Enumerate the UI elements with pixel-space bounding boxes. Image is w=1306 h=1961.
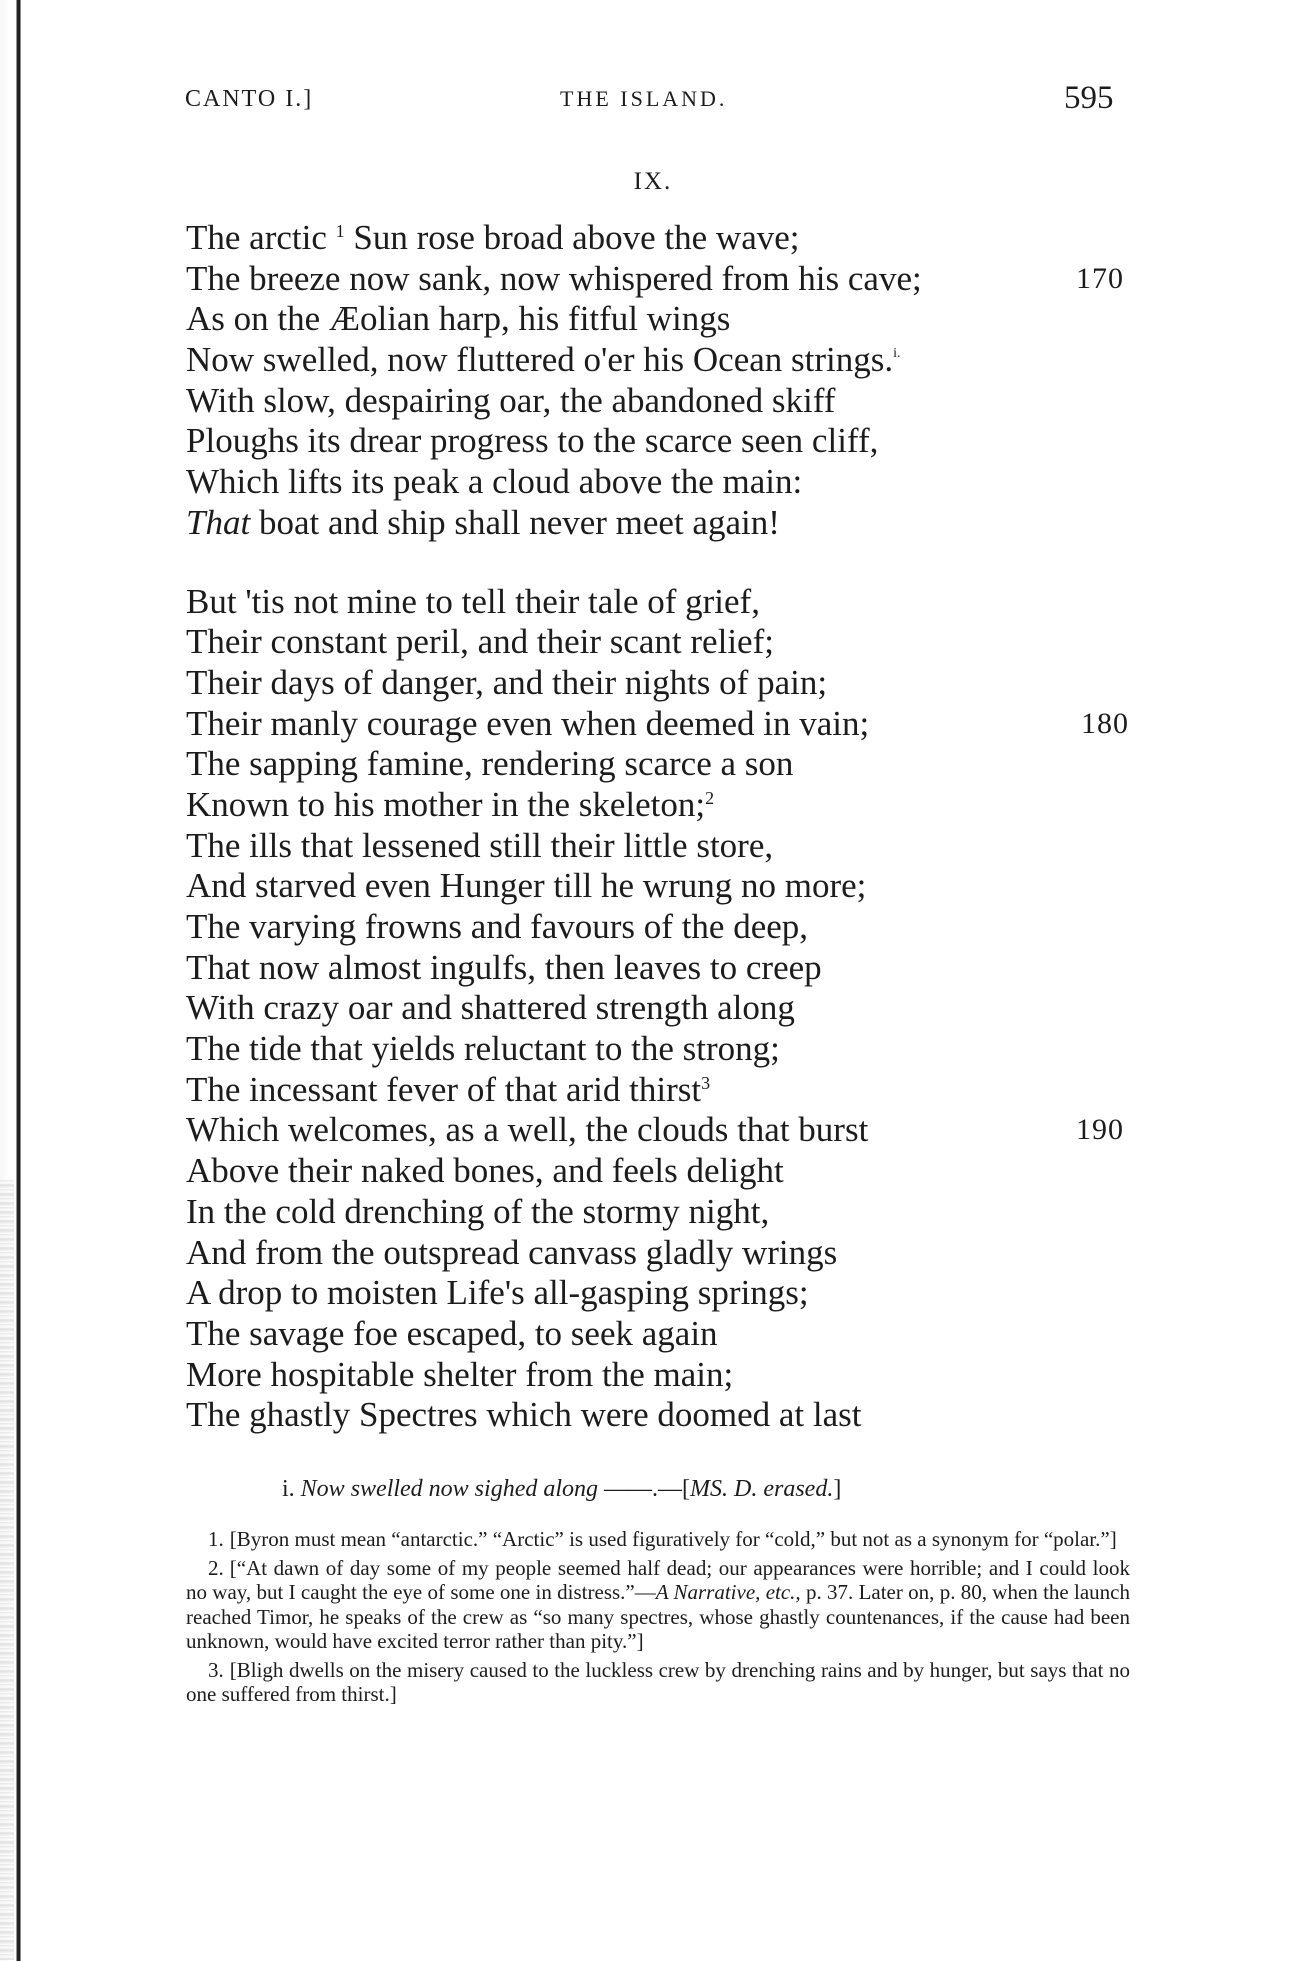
verse-line: The varying frowns and favours of the deep, <box>186 907 809 946</box>
section-number: IX. <box>633 168 673 195</box>
book-title: THE ISLAND. <box>560 86 728 111</box>
verse-line: Ploughs its drear progress to the scarce seen cliff, <box>186 421 879 461</box>
verse-line: Which welcomes, as a well, the clouds that burst 190 <box>186 1110 1124 1150</box>
verse-line: Now swelled, now fluttered o'er his Ocean strings.$^{i.}$ <box>186 340 901 380</box>
verse-line: And starved even Hunger till he wrung no more; <box>186 866 867 906</box>
footnote: 2. [“At dawn of day some of my people seemed half dead; our appearances were horrible; and I could look no way, but I caught the eye of some one in distress.”—A Narrative, etc., p. 37. Later on, p. 80, when the launch reached Timor, he speaks of the crew as “so many spectres, whose ghastly countenances, if the cause had been unknown, would have excited terror rather than pity.”] <box>186 1555 1130 1653</box>
canto-label: CANTO I.] <box>185 86 314 112</box>
footnote: 1. [Byron must mean “antarctic.” “Arctic” is used figuratively for “cold,” but not as a synonym for “polar.”] <box>208 1527 1117 1551</box>
verse-line: With crazy oar and shattered strength along <box>186 988 795 1028</box>
page-number: 595 <box>1064 80 1114 116</box>
verse-line: The ills that lessened still their little store, <box>186 825 774 865</box>
verse-line: The incessant fever of that arid thirst$^3$ <box>186 1069 711 1109</box>
verse-line: A drop to moisten Life's all-gasping springs; <box>186 1273 809 1313</box>
footnote: 3. [Bligh dwells on the misery caused to the luckless crew by drenching rains and by hunger, but says that no one suffered from thirst.] <box>186 1657 1130 1706</box>
variant-reading-note: i. Now swelled now sighed along ——.—[MS. D. erased.] <box>282 1476 842 1502</box>
verse-line: Their manly courage even when deemed in vain; 180 <box>186 703 1129 743</box>
verse-line: But 'tis not mine to tell their tale of grief, <box>186 581 760 621</box>
poem-body <box>186 218 1176 1436</box>
line-number: 180 <box>1081 706 1129 740</box>
verse-line: In the cold drenching of the stormy night, <box>186 1191 770 1231</box>
verse-line: The breeze now sank, now whispered from his cave; 170 <box>186 258 1124 298</box>
verse-line: More hospitable shelter from the main; <box>186 1354 734 1394</box>
verse-line: The ghastly Spectres which were doomed at last <box>186 1395 862 1435</box>
verse-line: Which lifts its peak a cloud above the main: <box>186 462 803 502</box>
verse-line: That boat and ship shall never meet again! <box>186 502 780 542</box>
verse-line: Their days of danger, and their nights of pain; <box>186 662 828 702</box>
verse-line: With slow, despairing oar, the abandoned skiff <box>186 380 836 420</box>
line-number: 190 <box>1076 1113 1124 1147</box>
footnotes <box>186 1527 1130 1711</box>
scan-edge-shadow <box>0 1180 14 1960</box>
footnote-ref[interactable]: 2 <box>705 787 715 808</box>
stanza-break <box>186 544 1176 582</box>
verse-line: As on the Æolian harp, his fitful wings <box>186 299 731 339</box>
verse-line: The savage foe escaped, to seek again <box>186 1313 718 1353</box>
verse-line: The tide that yields reluctant to the strong; <box>186 1029 780 1069</box>
verse-line: And from the outspread canvass gladly wrings <box>186 1232 838 1272</box>
verse-line: Above their naked bones, and feels delight <box>186 1151 784 1191</box>
verse-line: The sapping famine, rendering scarce a son <box>186 744 794 784</box>
footnote-ref[interactable]: 3 <box>701 1072 711 1093</box>
running-header <box>0 80 1306 126</box>
verse-line: That now almost ingulfs, then leaves to creep <box>186 947 822 987</box>
verse-line: The arctic $^1$ Sun rose broad above the wave; <box>186 218 800 257</box>
verse-line: Known to his mother in the skeleton;$^2$ <box>186 784 715 824</box>
variant-ref[interactable]: i. <box>893 346 901 362</box>
footnote-ref[interactable]: 1 <box>335 221 345 241</box>
line-number: 170 <box>1076 261 1124 295</box>
verse-line: Their constant peril, and their scant relief; <box>186 622 774 662</box>
